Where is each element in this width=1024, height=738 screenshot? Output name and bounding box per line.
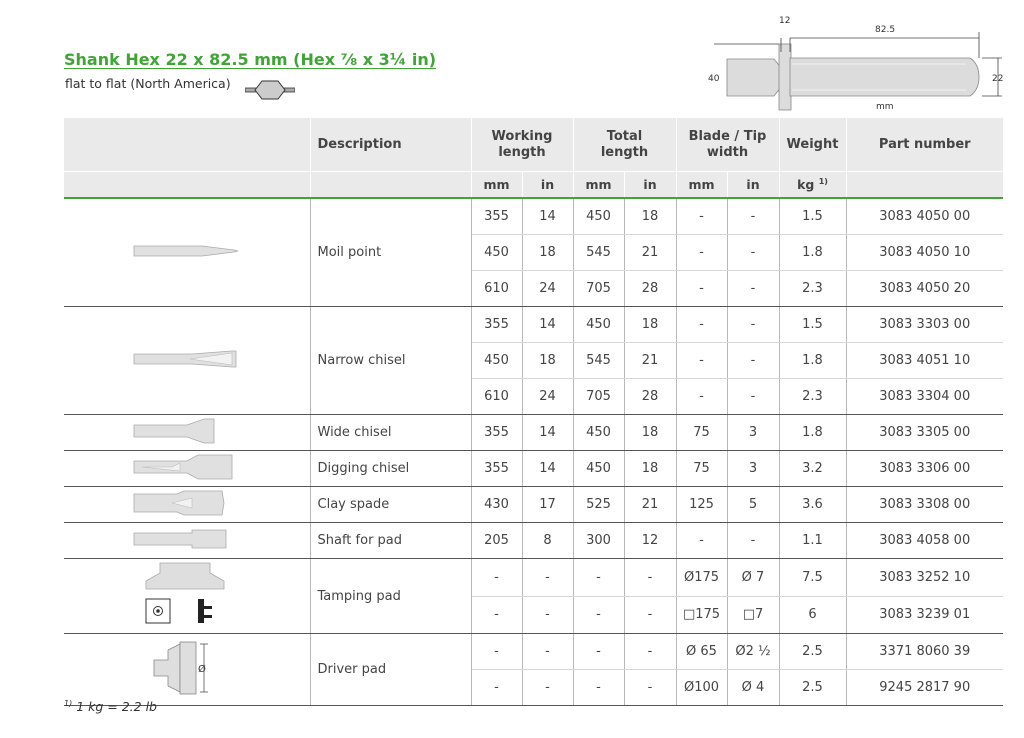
svg-text:Ø: Ø xyxy=(197,663,206,675)
table-row xyxy=(64,307,1003,343)
kg-cell: 2.5 xyxy=(779,634,846,670)
tl-mm-cell: 705 xyxy=(573,379,624,415)
description-cell: Driver pad xyxy=(310,634,471,706)
tl-mm-cell: 450 xyxy=(573,415,624,451)
kg-cell: 2.3 xyxy=(779,271,846,307)
description-cell: Clay spade xyxy=(310,487,471,523)
kg-cell: 3.2 xyxy=(779,451,846,487)
kg-cell: 2.3 xyxy=(779,379,846,415)
subheader-empty xyxy=(310,172,471,199)
hex-nut-icon xyxy=(245,79,295,101)
wl-in-cell: 18 xyxy=(522,343,573,379)
subheader-empty xyxy=(64,172,310,199)
description-cell: Tamping pad xyxy=(310,559,471,634)
header-description: Description xyxy=(310,118,471,172)
bw-in-cell: 5 xyxy=(727,487,779,523)
wl-mm-cell: 355 xyxy=(471,451,522,487)
kg-cell: 6 xyxy=(779,596,846,634)
kg-cell: 2.5 xyxy=(779,670,846,706)
bw-mm-cell: Ø100 xyxy=(676,670,727,706)
wl-in-cell: 17 xyxy=(522,487,573,523)
wl-mm-cell: 610 xyxy=(471,379,522,415)
wl-mm-cell: 450 xyxy=(471,235,522,271)
part-cell: 3083 4050 10 xyxy=(846,235,1003,271)
kg-cell: 7.5 xyxy=(779,559,846,597)
tl-mm-cell: 545 xyxy=(573,343,624,379)
clay-spade-icon xyxy=(64,487,310,523)
header-image-col xyxy=(64,118,310,172)
spec-table xyxy=(64,118,1003,706)
part-cell: 3083 4050 00 xyxy=(846,198,1003,235)
tl-in-cell: 18 xyxy=(624,415,676,451)
digging-chisel-icon xyxy=(64,451,310,487)
kg-cell: 1.8 xyxy=(779,415,846,451)
wl-in-cell: 18 xyxy=(522,235,573,271)
bw-mm-cell: 75 xyxy=(676,451,727,487)
bw-in-cell: Ø 4 xyxy=(727,670,779,706)
wl-mm-cell: 355 xyxy=(471,307,522,343)
tl-mm-cell: 705 xyxy=(573,271,624,307)
wl-in-cell: - xyxy=(522,670,573,706)
tl-in-cell: 12 xyxy=(624,523,676,559)
driver-pad-icon xyxy=(64,634,310,706)
bw-mm-cell: - xyxy=(676,343,727,379)
description-cell: Digging chisel xyxy=(310,451,471,487)
wl-in-cell: - xyxy=(522,559,573,597)
wl-in-cell: 24 xyxy=(522,271,573,307)
bw-mm-cell: □175 xyxy=(676,596,727,634)
bw-mm-cell: 125 xyxy=(676,487,727,523)
wl-in-cell: 14 xyxy=(522,198,573,235)
wl-in-cell: 14 xyxy=(522,415,573,451)
header-weight: Weight xyxy=(779,118,846,172)
wl-mm-cell: 450 xyxy=(471,343,522,379)
diagram-hex-label: 22 xyxy=(992,74,1004,84)
bw-mm-cell: - xyxy=(676,307,727,343)
page-title: Shank Hex 22 x 82.5 mm (Hex ⅞ x 3¼ in) xyxy=(64,50,437,69)
moil-point-icon xyxy=(64,198,310,307)
tl-in-cell: 21 xyxy=(624,235,676,271)
bw-in-cell: - xyxy=(727,271,779,307)
subheader-wl-mm: mm xyxy=(471,172,522,199)
wl-mm-cell: 430 xyxy=(471,487,522,523)
header-working-length: Working length xyxy=(471,118,573,172)
description-cell: Moil point xyxy=(310,198,471,307)
kg-cell: 1.8 xyxy=(779,235,846,271)
part-cell: 3083 3308 00 xyxy=(846,487,1003,523)
kg-cell: 1.8 xyxy=(779,343,846,379)
description-cell: Wide chisel xyxy=(310,415,471,451)
bw-in-cell: Ø2 ½ xyxy=(727,634,779,670)
subheader-wl-in: in xyxy=(522,172,573,199)
kg-cell: 3.6 xyxy=(779,487,846,523)
tl-mm-cell: - xyxy=(573,634,624,670)
tl-in-cell: 18 xyxy=(624,451,676,487)
part-cell: 3083 4050 20 xyxy=(846,271,1003,307)
kg-cell: 1.1 xyxy=(779,523,846,559)
bw-in-cell: - xyxy=(727,523,779,559)
tl-mm-cell: - xyxy=(573,596,624,634)
subheader-tl-in: in xyxy=(624,172,676,199)
wl-mm-cell: - xyxy=(471,634,522,670)
wl-mm-cell: 205 xyxy=(471,523,522,559)
bw-in-cell: □7 xyxy=(727,596,779,634)
diagram-collar-label: 12 xyxy=(779,16,791,26)
bw-mm-cell: - xyxy=(676,523,727,559)
part-cell: 3083 3306 00 xyxy=(846,451,1003,487)
tl-in-cell: 18 xyxy=(624,198,676,235)
bw-in-cell: - xyxy=(727,379,779,415)
shaft-for-pad-icon xyxy=(64,523,310,559)
narrow-chisel-icon xyxy=(64,307,310,415)
wl-mm-cell: 355 xyxy=(471,198,522,235)
bw-in-cell: 3 xyxy=(727,451,779,487)
table-row xyxy=(64,487,1003,523)
table-row xyxy=(64,559,1003,597)
bw-in-cell: - xyxy=(727,307,779,343)
tl-mm-cell: - xyxy=(573,559,624,597)
tl-in-cell: 28 xyxy=(624,271,676,307)
part-cell: 3083 3239 01 xyxy=(846,596,1003,634)
wl-mm-cell: - xyxy=(471,559,522,597)
bw-mm-cell: 75 xyxy=(676,415,727,451)
wl-mm-cell: 610 xyxy=(471,271,522,307)
tl-in-cell: - xyxy=(624,634,676,670)
tl-in-cell: 21 xyxy=(624,343,676,379)
wl-in-cell: - xyxy=(522,634,573,670)
header-blade-tip-width: Blade / Tip width xyxy=(676,118,779,172)
description-cell: Narrow chisel xyxy=(310,307,471,415)
diagram-height-label: 40 xyxy=(708,74,720,84)
bw-mm-cell: - xyxy=(676,235,727,271)
tl-in-cell: - xyxy=(624,596,676,634)
footnote: $^{1)}$ 1 kg = 2.2 lb xyxy=(64,699,157,715)
part-cell: 3371 8060 39 xyxy=(846,634,1003,670)
tl-in-cell: 28 xyxy=(624,379,676,415)
tl-mm-cell: 545 xyxy=(573,235,624,271)
bw-in-cell: - xyxy=(727,343,779,379)
wl-mm-cell: - xyxy=(471,670,522,706)
wl-in-cell: 14 xyxy=(522,451,573,487)
page-subtitle: flat to flat (North America) xyxy=(65,76,231,91)
wl-mm-cell: 355 xyxy=(471,415,522,451)
subheader-bw-in: in xyxy=(727,172,779,199)
part-cell: 3083 3252 10 xyxy=(846,559,1003,597)
table-row xyxy=(64,523,1003,559)
table-row xyxy=(64,451,1003,487)
header-part-number: Part number xyxy=(846,118,1003,172)
tl-mm-cell: 525 xyxy=(573,487,624,523)
part-cell: 3083 4058 00 xyxy=(846,523,1003,559)
tl-mm-cell: - xyxy=(573,670,624,706)
subheader-empty xyxy=(846,172,1003,199)
subheader-kg: kg $^{1)}$ xyxy=(779,172,846,199)
table-row xyxy=(64,198,1003,235)
bw-mm-cell: - xyxy=(676,271,727,307)
bw-mm-cell: Ø 65 xyxy=(676,634,727,670)
bw-in-cell: - xyxy=(727,235,779,271)
tl-mm-cell: 450 xyxy=(573,198,624,235)
tl-mm-cell: 450 xyxy=(573,307,624,343)
tl-in-cell: - xyxy=(624,559,676,597)
subheader-bw-mm: mm xyxy=(676,172,727,199)
table-row xyxy=(64,415,1003,451)
part-cell: 3083 3304 00 xyxy=(846,379,1003,415)
bw-in-cell: - xyxy=(727,198,779,235)
bw-in-cell: 3 xyxy=(727,415,779,451)
description-cell: Shaft for pad xyxy=(310,523,471,559)
table-row xyxy=(64,634,1003,670)
kg-cell: 1.5 xyxy=(779,198,846,235)
bw-mm-cell: Ø175 xyxy=(676,559,727,597)
diagram-unit-label: mm xyxy=(876,102,894,112)
wl-in-cell: 24 xyxy=(522,379,573,415)
kg-cell: 1.5 xyxy=(779,307,846,343)
tamping-pad-icon xyxy=(64,559,310,634)
shank-diagram xyxy=(704,14,1004,114)
part-cell: 3083 3303 00 xyxy=(846,307,1003,343)
diagram-length-label: 82.5 xyxy=(875,25,896,35)
wide-chisel-icon xyxy=(64,415,310,451)
part-cell: 9245 2817 90 xyxy=(846,670,1003,706)
part-cell: 3083 4051 10 xyxy=(846,343,1003,379)
tl-mm-cell: 300 xyxy=(573,523,624,559)
part-cell: 3083 3305 00 xyxy=(846,415,1003,451)
bw-mm-cell: - xyxy=(676,198,727,235)
bw-in-cell: Ø 7 xyxy=(727,559,779,597)
tl-in-cell: 21 xyxy=(624,487,676,523)
header-total-length: Total length xyxy=(573,118,676,172)
tl-mm-cell: 450 xyxy=(573,451,624,487)
tl-in-cell: 18 xyxy=(624,307,676,343)
subheader-tl-mm: mm xyxy=(573,172,624,199)
wl-in-cell: 14 xyxy=(522,307,573,343)
tl-in-cell: - xyxy=(624,670,676,706)
wl-in-cell: - xyxy=(522,596,573,634)
wl-in-cell: 8 xyxy=(522,523,573,559)
bw-mm-cell: - xyxy=(676,379,727,415)
wl-mm-cell: - xyxy=(471,596,522,634)
